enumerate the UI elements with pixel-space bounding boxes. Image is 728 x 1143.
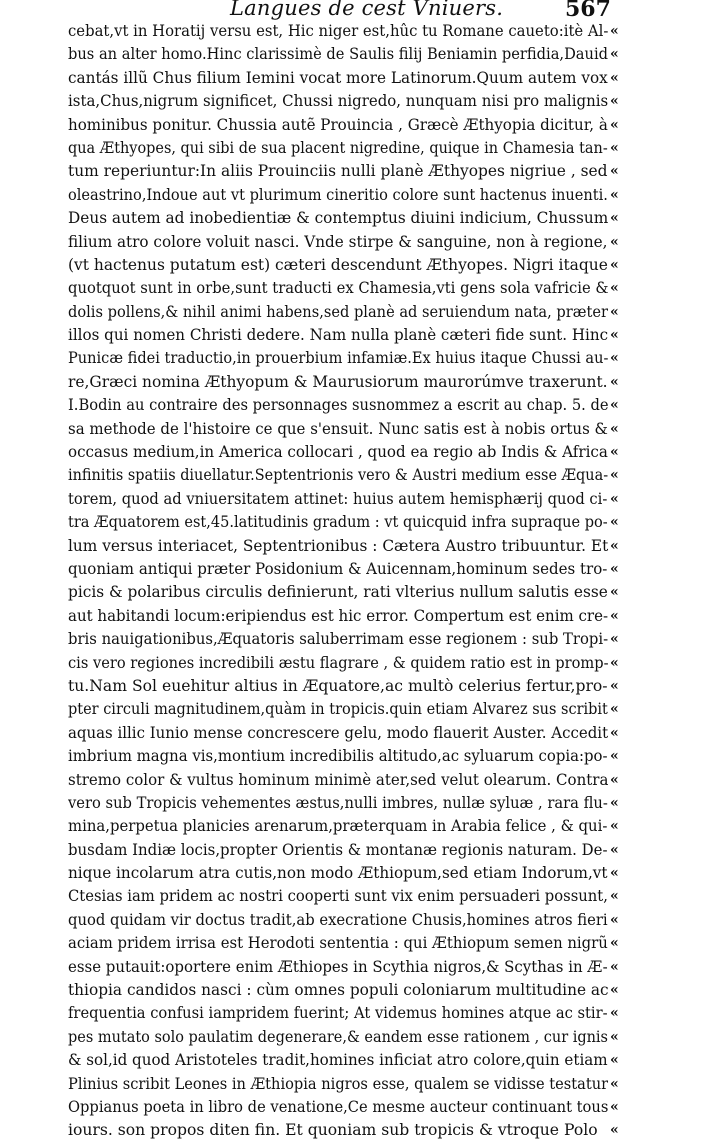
text-line: hominibus ponitur. Chussia autẽ Prouincia , Græcè Æthyopia dicitur, à	[68, 115, 608, 134]
quotation-margin	[610, 20, 640, 1143]
text-line: Ctesias iam pridem ac nostri cooperti sunt vix enim persuaderi possunt,	[68, 887, 608, 906]
text-line: lum versus interiacet, Septentrionibus : Cætera Austro tribuuntur. Et	[68, 536, 609, 555]
quote-mark: «	[610, 911, 619, 928]
text-line: cis vero regiones incredibili æstu flagrare , & quidem ratio est in promp-	[68, 653, 609, 672]
text-line: oleastrino,Indoue aut vt plurimum cineritio colore sunt hactenus inuenti.	[68, 185, 608, 204]
running-title: Langues de cest Vniuers.	[230, 0, 504, 20]
text-line: & sol,id quod Aristoteles tradit,homines inficiat atro colore,quin etiam	[68, 1051, 608, 1070]
quote-mark: «	[610, 444, 619, 461]
quote-mark: «	[610, 514, 619, 531]
text-line: thiopia candidos nasci : cùm omnes populi coloniarum multitudine ac	[68, 981, 609, 1000]
text-line: frequentia confusi iampridem fuerint; At videmus homines atque ac stir-	[68, 1004, 608, 1023]
quote-mark: «	[610, 303, 619, 320]
text-line: bus an alter homo.Hinc clarissimè de Saulis filij Beniamin perfidia,Dauid	[68, 45, 608, 64]
quote-mark: «	[610, 607, 619, 624]
text-line: quod quidam vir doctus tradit,ab execratione Chusis,homines atros fieri	[68, 910, 608, 929]
quote-mark: «	[610, 982, 619, 999]
quote-mark: «	[610, 350, 619, 367]
quote-mark: «	[610, 420, 619, 437]
text-line: cantás illũ Chus filium Iemini vocat more Latinorum.Quum autem vox	[68, 68, 608, 87]
quote-mark: «	[610, 327, 619, 344]
text-line: picis & polaribus circulis definierunt, rati vlterius nullum salutis esse	[68, 583, 608, 602]
text-line: Punicæ fidei traductio,in prouerbium infamiæ.Ex huius itaque Chussi au-	[68, 349, 609, 368]
quote-mark: «	[610, 865, 619, 882]
quote-mark: «	[610, 256, 619, 273]
text-line: Oppianus poeta in libro de venatione,Ce mesme aucteur continuant tous	[68, 1097, 609, 1116]
quote-mark: «	[610, 771, 619, 788]
quote-mark: «	[610, 794, 619, 811]
text-line: illos qui nomen Christi dedere. Nam nulla planè cæteri fide sunt. Hinc	[68, 326, 608, 345]
quote-mark: «	[610, 397, 619, 414]
text-line: quotquot sunt in orbe,sunt traducti ex Chamesia,vti gens sola vafricie &	[68, 279, 609, 298]
text-line: (vt hactenus putatum est) cæteri descendunt Æthyopes. Nigri itaque	[68, 255, 608, 274]
quote-mark: «	[610, 935, 619, 952]
text-line: filium atro colore voluit nasci. Vnde stirpe & sanguine, non à regione,	[68, 232, 608, 251]
text-line: esse putauit:oportere enim Æthiopes in Scythia nigros,& Scythas in Æ-	[68, 957, 608, 976]
text-line: stremo color & vultus hominum minimè ater,sed velut olearum. Contra	[68, 770, 609, 789]
text-line: torem, quod ad vniuersitatem attinet: huius autem hemisphærij quod ci-	[68, 489, 608, 508]
quote-mark: «	[610, 701, 619, 718]
quote-mark: «	[610, 280, 619, 297]
quote-mark: «	[610, 46, 619, 63]
page-number: 567	[565, 0, 611, 22]
body-text	[68, 20, 608, 1143]
quote-mark: «	[610, 677, 619, 694]
text-line: tu.Nam Sol euehitur altius in Æquatore,ac multò celerius fertur,pro-	[68, 676, 608, 695]
quote-mark: «	[610, 560, 619, 577]
text-line: aquas illic Iunio mense concrescere gelu, modo flauerit Auster. Accedit	[68, 723, 608, 742]
text-line: infinitis spatiis diuellatur.Septentrionis vero & Austri medium esse Æqua-	[68, 466, 608, 485]
quote-mark: «	[610, 210, 619, 227]
text-line: Plinius scribit Leones in Æthiopia nigros esse, qualem se vidisse testatur	[68, 1074, 609, 1093]
text-line: tra Æquatorem est,45.latitudinis gradum : vt quicquid infra supraque po-	[68, 513, 608, 532]
text-line: mina,perpetua planicies arenarum,præterquam in Arabia felice , & qui-	[68, 817, 608, 836]
text-line: cebat,vt in Horatij versu est, Hic niger est,hûc tu Romane caueto:itè Al-	[68, 22, 609, 40]
text-line: vero sub Tropicis vehementes æstus,nulli imbres, nullæ syluæ , rara flu-	[68, 793, 608, 812]
text-line: tum reperiuntur:In aliis Prouinciis nulli planè Æthyopes nigriue , sed	[68, 162, 608, 181]
text-line: Deus autem ad inobedientiæ & contemptus diuini indicium, Chussum	[68, 209, 609, 228]
quote-mark: «	[610, 490, 619, 507]
quote-mark: «	[610, 467, 619, 484]
text-line: ista,Chus,nigrum significet, Chussi nigredo, nunquam nisi pro malignis	[68, 92, 608, 111]
quote-mark: «	[610, 537, 619, 554]
text-line: aut habitandi locum:eripiendus est hic error. Compertum est enim cre-	[68, 606, 609, 625]
text-line: iours. son propos diten fin. Et quoniam sub tropicis & vtroque Polo	[68, 1121, 598, 1140]
quote-mark: «	[610, 654, 619, 671]
text-line: imbrium magna vis,montium incredibilis altitudo,ac syluarum copia:po-	[68, 747, 608, 766]
text-line: bris nauigationibus,Æquatoris saluberrimam esse regionem : sub Tropi-	[68, 630, 608, 649]
quote-mark: «	[610, 1052, 619, 1069]
quote-mark: «	[610, 958, 619, 975]
quote-mark: «	[610, 584, 619, 601]
text-line: quoniam antiqui præter Posidonium & Auicennam,hominum sedes tro-	[68, 559, 608, 578]
text-line: qua Æthyopes, qui sibi de sua placent nigredine, quique in Chamesia tan-	[68, 138, 608, 157]
text-line: aciam pridem irrisa est Herodoti sententia : qui Æthiopum semen nigrũ	[68, 934, 608, 953]
quote-mark: «	[610, 116, 619, 133]
quote-mark: «	[610, 1098, 619, 1115]
quote-mark: «	[610, 1075, 619, 1092]
quote-mark: «	[610, 186, 619, 203]
text-line: sa methode de l'histoire ce que s'ensuit. Nunc satis est à nobis ortus &	[68, 419, 608, 438]
quote-mark: «	[610, 724, 619, 741]
quote-mark: «	[610, 1028, 619, 1045]
quote-mark: «	[610, 163, 619, 180]
quote-mark: «	[610, 818, 619, 835]
quote-mark: «	[610, 841, 619, 858]
text-line: pter circuli magnitudinem,quàm in tropicis.quin etiam Alvarez sus scribit	[68, 700, 608, 719]
text-line: pes mutato solo paulatim degenerare,& eandem esse rationem , cur ignis	[68, 1027, 608, 1046]
quote-mark: «	[610, 69, 619, 86]
quote-mark: «	[610, 23, 619, 39]
quote-mark: «	[610, 1122, 619, 1139]
quote-mark: «	[610, 233, 619, 250]
quote-mark: «	[610, 373, 619, 390]
text-line: busdam Indiæ locis,propter Orientis & montanæ regionis naturam. De-	[68, 840, 608, 859]
text-line: dolis pollens,& nihil animi habens,sed planè ad seruiendum nata, præter	[68, 302, 608, 321]
quote-mark: «	[610, 748, 619, 765]
text-line: nique incolarum atra cutis,non modo Æthiopum,sed etiam Indorum,vt	[68, 864, 608, 883]
text-line: occasus medium,in America collocari , quod ea regio ab Indis & Africa	[68, 443, 608, 462]
quote-mark: «	[610, 888, 619, 905]
quote-mark: «	[610, 631, 619, 648]
text-line: re,Græci nomina Æthyopum & Maurusiorum maurorúmve traxerunt.	[68, 372, 608, 391]
quote-mark: «	[610, 1005, 619, 1022]
quote-mark: «	[610, 93, 619, 110]
quote-mark: «	[610, 139, 619, 156]
text-line: I.Bodin au contraire des personnages susnommez a escrit au chap. 5. de	[68, 396, 609, 415]
